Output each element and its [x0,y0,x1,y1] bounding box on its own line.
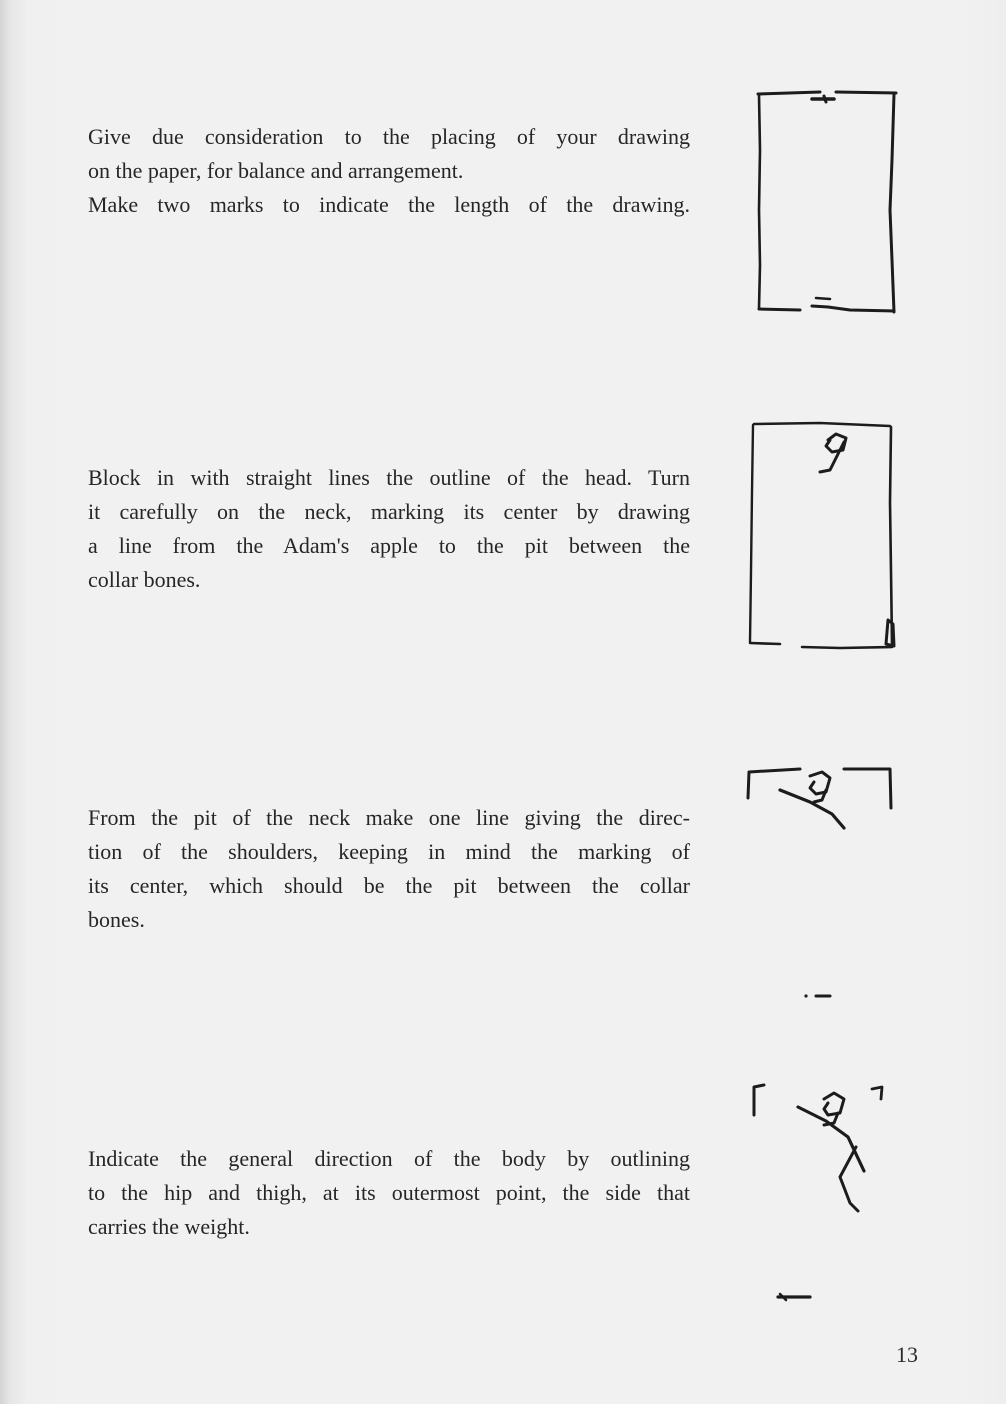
text-line: Block in with straight lines the outline of the head. Turn [88,465,690,490]
text-line: a line from the Adam's apple to the pit between the [88,533,690,558]
text-line: Make two marks to indicate the length of the drawing. [88,192,690,217]
text-line: its center, which should be the pit between the collar [88,873,690,898]
sketch-step-1-frame [740,80,910,325]
text-line: bones. [88,907,145,932]
instruction-paragraph-2 [88,461,690,597]
text-line: Indicate the general direction of the body by outlining [88,1146,690,1171]
text-line: it carefully on the neck, marking its center by drawing [88,499,690,524]
text-line: collar bones. [88,567,201,592]
text-line: From the pit of the neck make one line giving the direc- [88,805,690,830]
sketch-step-2-head [740,412,910,662]
sketch-step-3-shoulders [740,760,910,1020]
instruction-paragraph-4 [88,1142,690,1244]
text-line: on the paper, for balance and arrangement. [88,158,464,183]
text-line: to the hip and thigh, at its outermost point, the side that [88,1180,690,1205]
text-line: carries the weight. [88,1214,250,1239]
sketch-step-4-body-direction [740,1075,910,1315]
page-number: 13 [896,1342,918,1367]
text-line: tion of the shoulders, keeping in mind the marking of [88,839,690,864]
text-line: Give due consideration to the placing of your drawing [88,124,690,149]
instruction-paragraph-3 [88,801,690,937]
instruction-paragraph-1 [88,120,690,222]
